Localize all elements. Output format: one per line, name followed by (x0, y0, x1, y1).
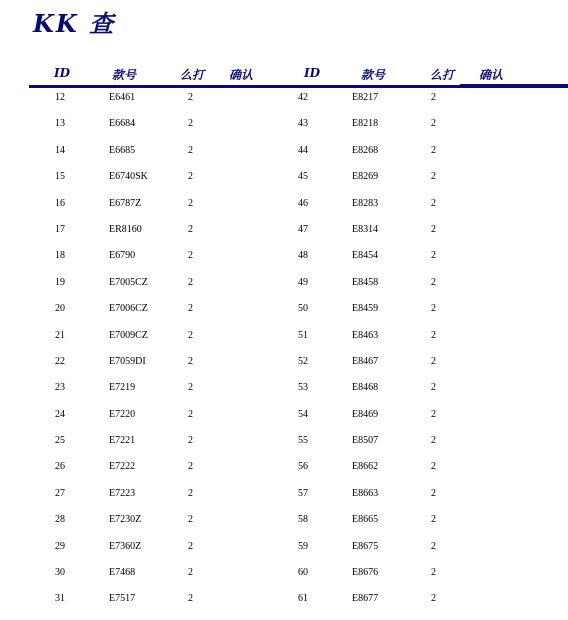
cell-id-left: 26 (55, 461, 65, 473)
cell-qty-left: 2 (188, 303, 193, 315)
cell-id-right: 42 (298, 92, 308, 103)
cell-id-left: 15 (55, 171, 65, 183)
cell-code-right: E8463 (352, 329, 379, 341)
cell-id-right: 49 (298, 276, 308, 288)
cell-id-right: 52 (298, 355, 308, 367)
table-row (0, 303, 568, 329)
cell-qty-left: 2 (188, 382, 193, 394)
cell-id-right: 44 (298, 144, 308, 156)
cell-id-right: 59 (298, 540, 308, 552)
cell-id-right: 53 (298, 382, 308, 394)
cell-qty-left: 2 (188, 144, 193, 156)
cell-qty-right: 2 (431, 487, 436, 499)
cell-code-left: E7221 (109, 435, 136, 447)
cell-qty-right: 2 (431, 461, 436, 473)
table-row (0, 250, 568, 276)
cell-code-left: E7468 (109, 567, 136, 579)
cell-code-left: E7220 (109, 408, 136, 420)
cell-id-right: 54 (298, 408, 308, 420)
table-row (0, 514, 568, 540)
header-code-left: 款号 (112, 68, 137, 82)
cell-qty-left: 2 (188, 435, 193, 447)
table-body (0, 92, 568, 620)
cell-id-right: 43 (298, 118, 308, 130)
table-row (0, 224, 568, 250)
cell-qty-right: 2 (431, 514, 436, 526)
cell-id-left: 27 (55, 487, 65, 499)
cell-code-left: E7219 (109, 382, 136, 394)
cell-id-left: 20 (55, 303, 65, 315)
cell-qty-right: 2 (431, 408, 436, 420)
header-id-left: ID (54, 66, 71, 80)
cell-qty-right: 2 (431, 171, 436, 183)
cell-id-right: 51 (298, 329, 308, 341)
cell-id-right: 45 (298, 171, 308, 183)
cell-code-left: E6685 (109, 144, 136, 156)
cell-code-right: E8314 (352, 223, 379, 235)
table-row (0, 435, 568, 461)
cell-qty-right: 2 (431, 540, 436, 552)
cell-code-right: E8507 (352, 435, 379, 447)
cell-qty-right: 2 (431, 197, 436, 209)
cell-code-left: E6787Z (109, 197, 142, 209)
cell-code-right: E8468 (352, 382, 379, 394)
header-qty-right: 么打 (430, 68, 455, 82)
cell-code-left: E6461 (109, 92, 136, 103)
cell-code-right: E8677 (352, 593, 379, 605)
cell-code-left: E7006CZ (109, 303, 148, 315)
table-row (0, 171, 568, 197)
table-row (0, 593, 568, 619)
cell-qty-right: 2 (431, 276, 436, 288)
table-row (0, 382, 568, 408)
cell-id-right: 58 (298, 514, 308, 526)
cell-qty-right: 2 (431, 92, 436, 103)
cell-id-left: 29 (55, 540, 65, 552)
cell-code-right: E8217 (352, 92, 379, 103)
cell-id-left: 18 (55, 250, 65, 262)
cell-id-right: 61 (298, 593, 308, 605)
cell-id-left: 28 (55, 514, 65, 526)
cell-code-right: E8675 (352, 540, 379, 552)
header-code-right: 款号 (361, 68, 386, 82)
cell-qty-right: 2 (431, 329, 436, 341)
cell-qty-right: 2 (431, 303, 436, 315)
cell-code-right: E8469 (352, 408, 379, 420)
cell-qty-left: 2 (188, 329, 193, 341)
cell-qty-right: 2 (431, 593, 436, 605)
table-row (0, 92, 568, 118)
cell-code-left: E7223 (109, 487, 136, 499)
cell-qty-right: 2 (431, 118, 436, 130)
cell-id-right: 47 (298, 223, 308, 235)
table-row (0, 118, 568, 144)
cell-code-left: E7005CZ (109, 276, 148, 288)
table-row (0, 488, 568, 514)
cell-id-left: 22 (55, 355, 65, 367)
cell-qty-right: 2 (431, 567, 436, 579)
cell-qty-left: 2 (188, 171, 193, 183)
cell-qty-right: 2 (431, 250, 436, 262)
report-title: KK 查 (33, 9, 116, 38)
cell-code-left: E6790 (109, 250, 136, 262)
header-confirm-right: 确认 (479, 68, 504, 82)
cell-qty-left: 2 (188, 250, 193, 262)
cell-qty-right: 2 (431, 435, 436, 447)
cell-id-left: 31 (55, 593, 65, 605)
cell-qty-right: 2 (431, 382, 436, 394)
cell-id-right: 60 (298, 567, 308, 579)
cell-code-left: E7059DI (109, 355, 146, 367)
table-row (0, 198, 568, 224)
cell-qty-left: 2 (188, 487, 193, 499)
cell-id-left: 21 (55, 329, 65, 341)
cell-qty-left: 2 (188, 197, 193, 209)
cell-id-right: 56 (298, 461, 308, 473)
cell-qty-left: 2 (188, 355, 193, 367)
cell-code-right: E8459 (352, 303, 379, 315)
cell-id-left: 12 (55, 92, 65, 103)
cell-qty-right: 2 (431, 144, 436, 156)
cell-qty-left: 2 (188, 118, 193, 130)
cell-id-right: 55 (298, 435, 308, 447)
cell-id-right: 50 (298, 303, 308, 315)
cell-id-left: 13 (55, 118, 65, 130)
cell-code-right: E8454 (352, 250, 379, 262)
cell-qty-left: 2 (188, 223, 193, 235)
cell-code-right: E8663 (352, 487, 379, 499)
cell-code-right: E8268 (352, 144, 379, 156)
cell-code-right: E8458 (352, 276, 379, 288)
cell-code-right: E8218 (352, 118, 379, 130)
cell-qty-right: 2 (431, 355, 436, 367)
header-rule (29, 85, 568, 88)
table-row (0, 145, 568, 171)
cell-qty-left: 2 (188, 276, 193, 288)
cell-qty-left: 2 (188, 408, 193, 420)
cell-code-right: E8269 (352, 171, 379, 183)
cell-code-right: E8665 (352, 514, 379, 526)
cell-code-left: E7517 (109, 593, 136, 605)
cell-qty-left: 2 (188, 593, 193, 605)
table-row (0, 567, 568, 593)
table-row (0, 356, 568, 382)
cell-id-left: 17 (55, 223, 65, 235)
cell-id-right: 46 (298, 197, 308, 209)
cell-code-left: E7360Z (109, 540, 142, 552)
cell-code-left: ER8160 (109, 223, 142, 235)
header-qty-left: 么打 (180, 68, 205, 82)
table-row (0, 330, 568, 356)
cell-id-left: 16 (55, 197, 65, 209)
cell-code-left: E6740SK (109, 171, 148, 183)
header-confirm-left: 确认 (229, 68, 254, 82)
cell-id-right: 48 (298, 250, 308, 262)
cell-id-left: 25 (55, 435, 65, 447)
cell-code-right: E8676 (352, 567, 379, 579)
cell-qty-left: 2 (188, 514, 193, 526)
header-id-right: ID (304, 66, 321, 80)
cell-code-left: E6684 (109, 118, 136, 130)
cell-qty-left: 2 (188, 461, 193, 473)
cell-id-right: 57 (298, 487, 308, 499)
cell-code-left: E7230Z (109, 514, 142, 526)
cell-qty-left: 2 (188, 567, 193, 579)
cell-id-left: 24 (55, 408, 65, 420)
cell-code-left: E7009CZ (109, 329, 148, 341)
cell-qty-right: 2 (431, 223, 436, 235)
table-row (0, 541, 568, 567)
cell-code-right: E8467 (352, 355, 379, 367)
cell-code-right: E8662 (352, 461, 379, 473)
cell-id-left: 23 (55, 382, 65, 394)
table-row (0, 277, 568, 303)
cell-qty-left: 2 (188, 540, 193, 552)
cell-code-left: E7222 (109, 461, 136, 473)
cell-code-right: E8283 (352, 197, 379, 209)
cell-id-left: 19 (55, 276, 65, 288)
cell-id-left: 30 (55, 567, 65, 579)
cell-qty-left: 2 (188, 92, 193, 103)
cell-id-left: 14 (55, 144, 65, 156)
table-row (0, 461, 568, 487)
table-row (0, 409, 568, 435)
